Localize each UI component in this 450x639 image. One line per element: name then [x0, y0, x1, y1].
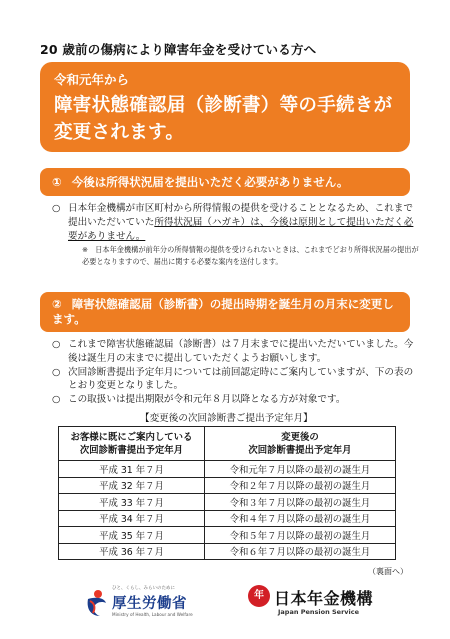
section-1-title: 今後は所得状況届を提出いただく必要がありません。	[71, 175, 349, 189]
jps-english-name: Japan Pension Service	[278, 608, 360, 616]
bullet-text-plain: 日本年金機構が市区町村から所得情報の提供を受けることとなるため、これまで提出いただいていた	[68, 203, 413, 228]
section-1-bullets	[52, 202, 422, 243]
section-1-number: ①	[52, 175, 62, 189]
table-row	[59, 527, 396, 544]
mhlw-tagline: ひと、くらし、みらいのために	[112, 586, 175, 591]
list-item	[52, 202, 422, 243]
bullet-text	[68, 202, 422, 243]
table-header-current: お客様に既にご案内している 次回診断書提出予定年月	[59, 427, 205, 461]
section-2-number: ②	[52, 297, 62, 311]
bullet-text: この取扱いは提出期限が令和元年８月以降となる方が対象です。	[68, 394, 346, 406]
table-cell-after: 令和５年７月以降の最初の誕生月	[205, 527, 396, 544]
section-1-header	[40, 168, 410, 196]
table-row	[59, 543, 396, 560]
table-cell-after: 令和２年７月以降の最初の誕生月	[205, 477, 396, 494]
hero-subtitle: 令和元年から	[54, 72, 130, 87]
mhlw-logo	[84, 585, 214, 621]
table-row	[59, 494, 396, 511]
table-cell-after: 令和６年７月以降の最初の誕生月	[205, 543, 396, 560]
page-top-title: 20 歳前の傷病により障害年金を受けている方へ	[40, 42, 317, 57]
bullet-text-underlined: 所得状況届（ハガキ）は、今後は原則として提出いただく必要がありません。	[68, 216, 414, 242]
list-item	[52, 366, 422, 394]
table-header-changed: 変更後の 次回診断書提出予定年月	[205, 427, 396, 461]
table-row	[59, 461, 396, 478]
list-item	[52, 393, 422, 407]
section-1-note: ※ 日本年金機構が前年分の所得情報の提供を受けられないときは、これまでどおり所得状況届の提出が必要となりますので、届出に関する必要な案内を送付します。	[82, 245, 419, 266]
section-2-bullets	[52, 338, 422, 407]
table-caption: 【変更後の次回診断書ご提出予定年月】	[140, 413, 313, 424]
table-cell-before: 平成 36 年７月	[59, 543, 205, 560]
hero-main-line-2: 変更されます。	[54, 122, 185, 143]
table-cell-after: 令和元年７月以降の最初の誕生月	[205, 461, 396, 478]
table-header-row	[59, 427, 396, 461]
mhlw-symbol-icon	[84, 589, 108, 617]
table-row	[59, 510, 396, 527]
section-2-title: 障害状態確認届（診断書）の提出時期を誕生月の月末に変更します。	[52, 297, 394, 326]
jps-name: 日本年金機構	[274, 589, 374, 608]
mhlw-name: 厚生労働省	[112, 596, 187, 612]
hero-main-line-1: 障害状態確認届（診断書）等の手続きが	[54, 95, 393, 116]
schedule-table	[58, 426, 396, 560]
table-row	[59, 477, 396, 494]
table-cell-before: 平成 33 年７月	[59, 494, 205, 511]
table-cell-before: 平成 34 年７月	[59, 510, 205, 527]
table-cell-before: 平成 32 年７月	[59, 477, 205, 494]
bullet-mark: ○	[52, 394, 61, 406]
bullet-mark: ○	[52, 366, 61, 378]
bullet-text: これまで障害状態確認届（診断書）は７月末までに提出いただいていました。今後は誕生月の末までに提出していただくようお願いします。	[68, 339, 414, 364]
jps-seal-icon: 年	[248, 585, 270, 607]
section-2-header	[40, 292, 410, 332]
table-cell-after: 令和３年７月以降の最初の誕生月	[205, 494, 396, 511]
mhlw-english-name: Ministry of Health, Labour and Welfare	[112, 612, 193, 617]
list-item	[52, 338, 422, 366]
hero-banner	[40, 62, 410, 152]
continued-on-back-note: （裏面へ）	[368, 567, 408, 576]
table-cell-before: 平成 31 年７月	[59, 461, 205, 478]
bullet-text: 次回診断書提出予定年月については前回認定時にご案内していますが、下の表のとおり変更となりました。	[68, 366, 414, 392]
table-cell-before: 平成 35 年７月	[59, 527, 205, 544]
bullet-mark: ○	[52, 339, 61, 350]
bullet-mark: ○	[52, 203, 61, 214]
jps-logo	[248, 583, 378, 621]
table-cell-after: 令和４年７月以降の最初の誕生月	[205, 510, 396, 527]
